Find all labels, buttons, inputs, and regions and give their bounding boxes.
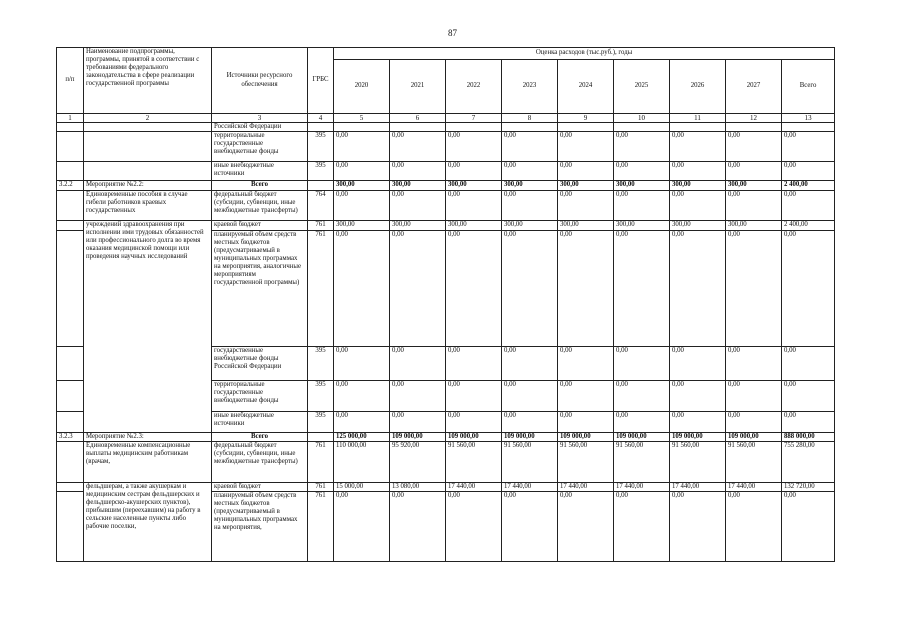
row-name: Мероприятие №2.3: <box>84 433 212 442</box>
row-value: 0,00 <box>558 191 614 221</box>
row-value: 109 000,00 <box>502 433 558 442</box>
row-value: 0,00 <box>726 191 782 221</box>
row-grbs: 395 <box>308 381 334 412</box>
row-value: 0,00 <box>334 191 390 221</box>
row-value: 0,00 <box>726 347 782 381</box>
row-grbs <box>308 433 334 442</box>
row-value: 0,00 <box>670 231 726 347</box>
row-number <box>57 347 84 381</box>
row-value: 0,00 <box>726 412 782 433</box>
row-name: Мероприятие №2.2: <box>84 181 212 191</box>
row-value: 2 400,00 <box>782 181 835 191</box>
row-grbs: 761 <box>308 483 334 492</box>
row-value: 300,00 <box>446 221 502 231</box>
row-value <box>502 123 558 132</box>
row-source: Российской Федерации <box>212 123 308 132</box>
row-grbs <box>308 123 334 132</box>
row-value: 0,00 <box>782 347 835 381</box>
row-grbs: 395 <box>308 412 334 433</box>
table-row <box>57 123 835 132</box>
row-number <box>57 483 84 492</box>
column-number: 5 <box>334 114 390 123</box>
row-value: 0,00 <box>334 231 390 347</box>
row-source: Всего <box>212 181 308 191</box>
table-row <box>57 181 835 191</box>
column-number: 4 <box>308 114 334 123</box>
row-value: 0,00 <box>390 492 446 562</box>
row-value: 0,00 <box>502 162 558 181</box>
row-number <box>57 123 84 132</box>
row-value: 0,00 <box>502 347 558 381</box>
row-value: 110 000,00 <box>334 442 390 483</box>
row-name: учреждений здравоохранения при исполнении ими трудовых обязанностей или профессионального долга во время оказания медицинской помощи или проведения научных исследований <box>84 221 212 433</box>
row-source: территориальные государственные внебюджетные фонды <box>212 381 308 412</box>
header-year: 2021 <box>390 60 446 114</box>
row-value: 0,00 <box>782 381 835 412</box>
row-value: 0,00 <box>446 347 502 381</box>
row-number <box>57 221 84 231</box>
row-value: 0,00 <box>334 132 390 162</box>
row-grbs: 764 <box>308 191 334 221</box>
row-value: 0,00 <box>782 162 835 181</box>
row-value: 300,00 <box>446 181 502 191</box>
row-value: 0,00 <box>670 412 726 433</box>
row-value: 0,00 <box>782 231 835 347</box>
header-year: 2025 <box>614 60 670 114</box>
row-value: 300,00 <box>614 221 670 231</box>
row-grbs: 395 <box>308 347 334 381</box>
row-value: 300,00 <box>558 181 614 191</box>
row-value: 300,00 <box>502 181 558 191</box>
row-value: 0,00 <box>670 191 726 221</box>
row-value: 0,00 <box>446 412 502 433</box>
table-row <box>57 433 835 442</box>
row-grbs: 395 <box>308 162 334 181</box>
row-value: 109 000,00 <box>726 433 782 442</box>
row-value <box>782 123 835 132</box>
row-value: 91 560,00 <box>446 442 502 483</box>
table-row <box>57 162 835 181</box>
row-value: 0,00 <box>334 412 390 433</box>
row-source: краевой бюджет <box>212 483 308 492</box>
row-value: 17 440,00 <box>726 483 782 492</box>
row-source: государственные внебюджетные фонды Российской Федерации <box>212 347 308 381</box>
row-value: 0,00 <box>390 132 446 162</box>
row-value: 0,00 <box>390 412 446 433</box>
row-value: 0,00 <box>614 132 670 162</box>
row-value: 0,00 <box>446 162 502 181</box>
table-row <box>57 483 835 492</box>
row-value: 0,00 <box>558 132 614 162</box>
row-value: 300,00 <box>558 221 614 231</box>
row-value: 0,00 <box>726 132 782 162</box>
row-source: территориальные государственные внебюджетные фонды <box>212 132 308 162</box>
row-value: 0,00 <box>502 381 558 412</box>
row-value: 0,00 <box>558 492 614 562</box>
column-number: 13 <box>782 114 835 123</box>
row-value: 91 560,00 <box>670 442 726 483</box>
row-value: 0,00 <box>558 347 614 381</box>
row-value: 300,00 <box>390 181 446 191</box>
row-value: 17 440,00 <box>502 483 558 492</box>
row-value: 0,00 <box>726 162 782 181</box>
row-value: 0,00 <box>782 492 835 562</box>
row-value: 91 560,00 <box>558 442 614 483</box>
column-number: 10 <box>614 114 670 123</box>
row-value: 0,00 <box>614 381 670 412</box>
header-source: Источники ресурсного обеспечения <box>212 48 308 114</box>
budget-table <box>56 47 835 562</box>
column-number: 2 <box>84 114 212 123</box>
row-value: 0,00 <box>502 191 558 221</box>
row-value: 0,00 <box>558 381 614 412</box>
row-name <box>84 123 212 132</box>
row-source: планируемый объем средств местных бюджетов (предусматриваемый в муниципальных программах на мероприятия, <box>212 492 308 562</box>
row-number <box>57 231 84 347</box>
row-value <box>446 123 502 132</box>
row-value: 0,00 <box>502 132 558 162</box>
row-value: 125 000,00 <box>334 433 390 442</box>
row-value: 0,00 <box>502 492 558 562</box>
row-value: 0,00 <box>670 492 726 562</box>
row-grbs: 761 <box>308 231 334 347</box>
row-value <box>670 123 726 132</box>
header-year: 2020 <box>334 60 390 114</box>
row-source: планируемый объем средств местных бюджетов (предусматриваемый в муниципальных программах на мероприятия, аналогичные мероприятиям государственной программы) <box>212 231 308 347</box>
row-number <box>57 132 84 162</box>
row-value: 300,00 <box>726 221 782 231</box>
row-name <box>84 132 212 162</box>
row-value: 300,00 <box>502 221 558 231</box>
row-grbs: 761 <box>308 221 334 231</box>
row-value: 0,00 <box>782 412 835 433</box>
row-value: 17 440,00 <box>558 483 614 492</box>
row-number: 3.2.2 <box>57 181 84 191</box>
row-source: иные внебюджетные источники <box>212 162 308 181</box>
row-value: 0,00 <box>558 412 614 433</box>
row-value: 300,00 <box>670 181 726 191</box>
row-value: 300,00 <box>334 221 390 231</box>
row-grbs: 761 <box>308 442 334 483</box>
row-value: 13 080,00 <box>390 483 446 492</box>
table-row <box>57 221 835 231</box>
row-value: 2 400,00 <box>782 221 835 231</box>
row-value: 132 720,00 <box>782 483 835 492</box>
row-value: 0,00 <box>670 381 726 412</box>
row-number <box>57 412 84 433</box>
row-value: 0,00 <box>446 191 502 221</box>
row-value: 0,00 <box>670 132 726 162</box>
row-name: фельдшерам, а также акушеркам и медицинским сестрам фельдшерских и фельдшерско-акушерских пунктов), прибывшим (переехавшим) на работу в сельские населенные пункты либо рабочие поселки, <box>84 483 212 562</box>
row-value: 95 920,00 <box>390 442 446 483</box>
column-number: 6 <box>390 114 446 123</box>
row-name <box>84 162 212 181</box>
header-estimate: Оценка расходов (тыс.руб.), годы <box>334 48 835 60</box>
row-value <box>614 123 670 132</box>
row-value: 0,00 <box>334 381 390 412</box>
row-source: иные внебюджетные источники <box>212 412 308 433</box>
row-value: 0,00 <box>614 492 670 562</box>
row-number <box>57 191 84 221</box>
row-value: 300,00 <box>334 181 390 191</box>
row-grbs: 761 <box>308 492 334 562</box>
row-source: федеральный бюджет (субсидии, субвенции, иные межбюджетные трансферты) <box>212 442 308 483</box>
row-value: 109 000,00 <box>558 433 614 442</box>
row-value: 17 440,00 <box>670 483 726 492</box>
header-name: Наименование подпрограммы, программы, принятой в соответствии с требованиями федерального законодательства в сфере реализации государственной программы <box>84 48 212 114</box>
header-year: 2024 <box>558 60 614 114</box>
row-value: 0,00 <box>390 231 446 347</box>
row-value: 0,00 <box>726 381 782 412</box>
row-number <box>57 381 84 412</box>
row-value: 0,00 <box>614 412 670 433</box>
row-value <box>726 123 782 132</box>
row-number <box>57 162 84 181</box>
row-value: 109 000,00 <box>614 433 670 442</box>
header-year: 2023 <box>502 60 558 114</box>
row-value: 0,00 <box>558 162 614 181</box>
row-value: 91 560,00 <box>726 442 782 483</box>
row-value: 0,00 <box>726 492 782 562</box>
row-source: Всего <box>212 433 308 442</box>
row-grbs: 395 <box>308 132 334 162</box>
row-value: 0,00 <box>446 231 502 347</box>
row-value: 0,00 <box>782 132 835 162</box>
row-source: федеральный бюджет (субсидии, субвенции, иные межбюджетные трансферты) <box>212 191 308 221</box>
row-value: 0,00 <box>446 132 502 162</box>
row-value: 109 000,00 <box>390 433 446 442</box>
row-value: 0,00 <box>614 162 670 181</box>
row-value: 109 000,00 <box>670 433 726 442</box>
row-value: 0,00 <box>502 231 558 347</box>
table-row <box>57 442 835 483</box>
row-value: 17 440,00 <box>446 483 502 492</box>
row-value: 0,00 <box>446 381 502 412</box>
row-value: 109 000,00 <box>446 433 502 442</box>
table-row <box>57 191 835 221</box>
row-value: 300,00 <box>670 221 726 231</box>
column-number: 8 <box>502 114 558 123</box>
column-number: 3 <box>212 114 308 123</box>
table-row <box>57 132 835 162</box>
row-value: 0,00 <box>614 191 670 221</box>
row-value: 300,00 <box>390 221 446 231</box>
row-value <box>334 123 390 132</box>
row-value: 0,00 <box>558 231 614 347</box>
row-value: 0,00 <box>670 347 726 381</box>
row-value <box>390 123 446 132</box>
row-value: 888 000,00 <box>782 433 835 442</box>
row-number: 3.2.3 <box>57 433 84 442</box>
row-value: 0,00 <box>390 191 446 221</box>
row-value: 755 280,00 <box>782 442 835 483</box>
row-number <box>57 442 84 483</box>
row-value: 300,00 <box>614 181 670 191</box>
column-number: 7 <box>446 114 502 123</box>
row-value: 91 560,00 <box>614 442 670 483</box>
row-grbs <box>308 181 334 191</box>
column-number: 9 <box>558 114 614 123</box>
header-year: 2022 <box>446 60 502 114</box>
row-value: 15 000,00 <box>334 483 390 492</box>
row-value: 0,00 <box>726 231 782 347</box>
row-value: 300,00 <box>726 181 782 191</box>
column-number: 12 <box>726 114 782 123</box>
header-grbs: ГРБС <box>308 48 334 114</box>
header-year: Всего <box>782 60 835 114</box>
row-value: 0,00 <box>390 381 446 412</box>
page-number: 87 <box>448 28 457 38</box>
header-year: 2027 <box>726 60 782 114</box>
row-value: 17 440,00 <box>614 483 670 492</box>
row-value: 0,00 <box>390 347 446 381</box>
column-number: 1 <box>57 114 84 123</box>
row-value: 0,00 <box>334 492 390 562</box>
row-value: 0,00 <box>446 492 502 562</box>
row-number <box>57 492 84 562</box>
row-value: 0,00 <box>334 347 390 381</box>
row-value: 0,00 <box>502 412 558 433</box>
column-number: 11 <box>670 114 726 123</box>
row-value <box>558 123 614 132</box>
row-value: 0,00 <box>390 162 446 181</box>
header-year: 2026 <box>670 60 726 114</box>
row-value: 91 560,00 <box>502 442 558 483</box>
row-source: краевой бюджет <box>212 221 308 231</box>
row-value: 0,00 <box>334 162 390 181</box>
row-name: Единовременные компенсационные выплаты медицинским работникам (врачам, <box>84 442 212 483</box>
row-value: 0,00 <box>782 191 835 221</box>
row-name: Единовременные пособия в случае гибели работников краевых государственных <box>84 191 212 221</box>
row-value: 0,00 <box>670 162 726 181</box>
row-value: 0,00 <box>614 347 670 381</box>
row-value: 0,00 <box>614 231 670 347</box>
header-pp: п/п <box>57 48 84 114</box>
